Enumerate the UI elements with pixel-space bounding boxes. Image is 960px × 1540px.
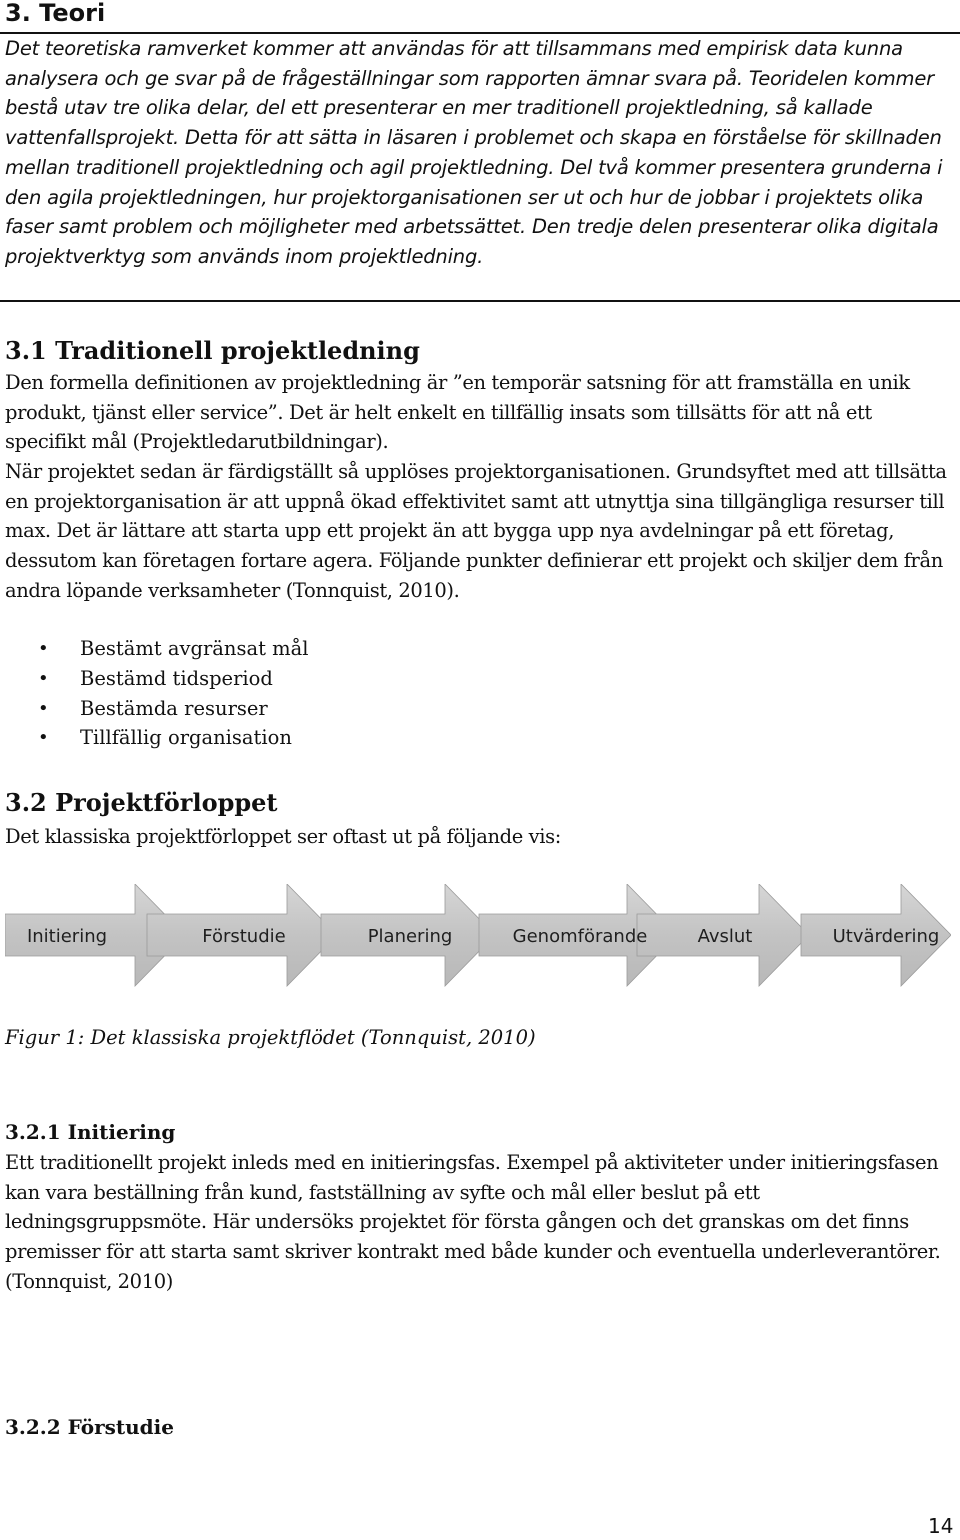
- flow-step-label: Förstudie: [202, 926, 286, 947]
- list-item: • Bestämd tidsperiod: [0, 664, 309, 694]
- section-heading-traditionell-projektledning: 3.1 Traditionell projektledning: [5, 336, 420, 365]
- flow-step-label: Avslut: [697, 926, 753, 947]
- figure-caption: Figur 1: Det klassiska projektflödet (Tonnquist, 2010): [5, 1026, 536, 1049]
- list-item: • Bestämt avgränsat mål: [0, 634, 309, 664]
- section-heading-teori: 3. Teori: [5, 0, 106, 27]
- flow-step-label: Utvärdering: [832, 926, 940, 947]
- paragraph-definition: Den formella definitionen av projektledning är ”en temporär satsning för att framställa en unik produkt, tjänst eller service”. Det är helt enkelt en tillfällig insats som tillsätts för att nå ett specifikt mål (Projektledarutbildningar).: [5, 371, 910, 454]
- intro-paragraph: Det teoretiska ramverket kommer att användas för att tillsammans med empirisk data kunna analysera och ge svar på de frågeställningar som rapporten ämnar svara på. Teoridelen kommer bestå utav tre olika delar, del ett presenterar en mer traditionell projektledning, så kallade vattenfallsprojekt. Detta för att sätta in läsaren i problemet och skapa en förståelse för skillnaden mellan traditionell projektledning och agil projektledning. Del två kommer presentera grunderna i den agila projektledningen, hur projektorganisationen ser ut och hur de jobbar i projektets olika faser samt problem och möjligheter med arbetssättet. Den tredje delen presenterar olika digitala projektverktyg som används inom projektledning.: [5, 37, 943, 268]
- bullet-icon: •: [38, 638, 49, 659]
- project-flow-diagram: [5, 884, 951, 988]
- flow-step-label: Initiering: [26, 926, 108, 947]
- section-heading-initiering: 3.2.1 Initiering: [5, 1120, 176, 1144]
- paragraph-initiering: Ett traditionellt projekt inleds med en initieringsfas. Exempel på aktiviteter under initieringsfasen kan vara beställning från kund, fastställning av syfte och mål eller beslut på ett ledningsgruppsmöte. Här undersöks projektet för första gången och det granskas om det finns premisser för att starta samt skriver kontrakt med både kunder och eventuella underleverantörer. (Tonnquist, 2010): [5, 1151, 941, 1293]
- section-heading-forstudie: 3.2.2 Förstudie: [5, 1415, 174, 1439]
- bullet-icon: •: [38, 667, 49, 689]
- bullet-icon: •: [38, 697, 49, 719]
- list-item: • Bestämda resurser: [0, 694, 309, 724]
- flow-step-label: Genomförande: [512, 926, 648, 947]
- paragraph-forlopp-intro: Det klassiska projektförloppet ser oftast ut på följande vis:: [5, 825, 561, 848]
- section-heading-projektforloppet: 3.2 Projektförloppet: [5, 788, 278, 817]
- flow-step-label: Planering: [367, 926, 453, 947]
- list-item: • Tillfällig organisation: [0, 723, 309, 753]
- page-number: 14: [928, 1514, 954, 1538]
- paragraph-projektorganisation: När projektet sedan är färdigställt så upplöses projektorganisationen. Grundsyftet med att tillsätta en projektorganisation är att uppnå ökad effektivitet samt att utnyttja sina tillgängliga resurser till max. Det är lättare att starta upp ett projekt än att bygga upp nya avdelningar på ett företag, dessutom kan företagen fortare agera. Följande punkter definierar ett projekt och skiljer dem från andra löpande verksamheter (Tonnquist, 2010).: [5, 460, 947, 602]
- project-criteria-list: [0, 634, 309, 753]
- bullet-icon: •: [38, 727, 49, 749]
